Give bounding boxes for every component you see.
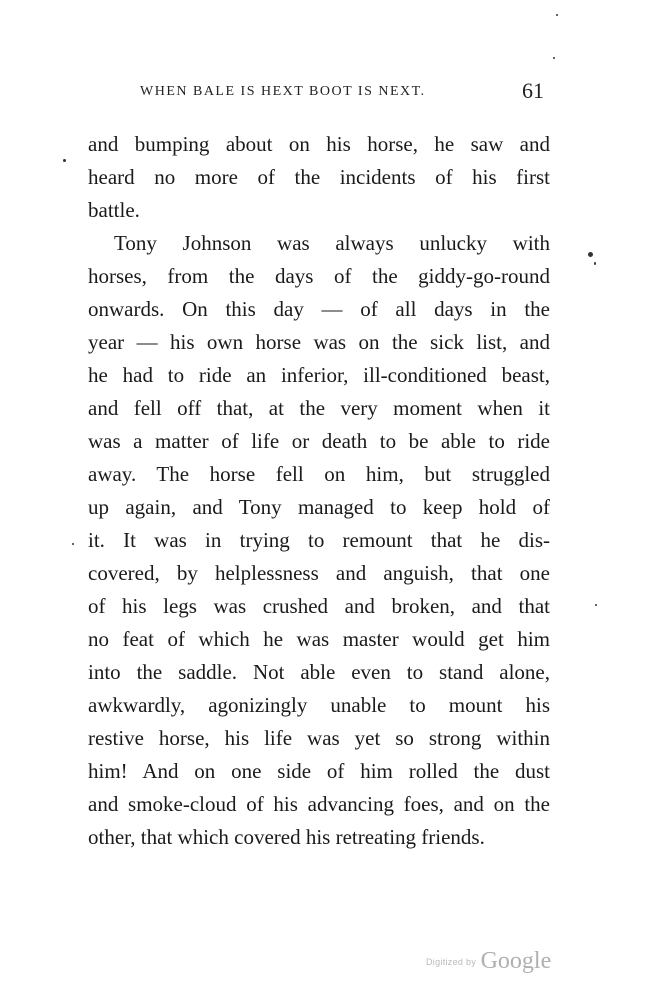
text-line: heard no more of the incidents of his first bbox=[88, 165, 550, 189]
text-line: him! And on one side of him rolled the dust bbox=[88, 759, 550, 783]
scan-speck bbox=[63, 159, 66, 162]
scan-speck bbox=[556, 14, 558, 16]
text-line: horses, from the days of the giddy-go-round bbox=[88, 264, 550, 288]
text-line: restive horse, his life was yet so strong within bbox=[88, 726, 550, 750]
body-text bbox=[88, 128, 550, 854]
scan-speck bbox=[553, 57, 555, 59]
digitized-watermark bbox=[426, 948, 551, 975]
scan-speck bbox=[595, 604, 597, 606]
text-line: and fell off that, at the very moment when it bbox=[88, 396, 550, 420]
text-line: year — his own horse was on the sick list, and bbox=[88, 330, 550, 354]
text-line: and bumping about on his horse, he saw and bbox=[88, 132, 550, 156]
watermark-brand-logo: Google bbox=[480, 948, 552, 974]
running-title: WHEN BALE IS HEXT BOOT IS NEXT. bbox=[140, 84, 426, 99]
text-line: Tony Johnson was always unlucky with bbox=[114, 231, 550, 255]
text-line: of his legs was crushed and broken, and that bbox=[88, 594, 550, 618]
scan-speck bbox=[588, 252, 593, 257]
text-line: and smoke-cloud of his advancing foes, and on the bbox=[88, 792, 550, 816]
text-line: no feat of which he was master would get him bbox=[88, 627, 550, 651]
text-line: other, that which covered his retreating friends. bbox=[88, 825, 485, 849]
text-line: away. The horse fell on him, but struggled bbox=[88, 462, 550, 486]
text-line: up again, and Tony managed to keep hold of bbox=[88, 495, 550, 519]
scan-speck bbox=[72, 543, 74, 545]
text-line: was a matter of life or death to be able to ride bbox=[88, 429, 550, 453]
page-number: 61 bbox=[522, 78, 544, 103]
scan-speck bbox=[594, 262, 596, 265]
text-line: he had to ride an inferior, ill-conditioned beast, bbox=[88, 363, 550, 387]
watermark-prefix: Digitized by bbox=[426, 957, 477, 967]
text-line: battle. bbox=[88, 198, 140, 222]
text-line: onwards. On this day — of all days in the bbox=[88, 297, 550, 321]
text-line: awkwardly, agonizingly unable to mount his bbox=[88, 693, 550, 717]
text-line: it. It was in trying to remount that he dis- bbox=[88, 528, 550, 552]
text-line: covered, by helplessness and anguish, that one bbox=[88, 561, 550, 585]
text-line: into the saddle. Not able even to stand alone, bbox=[88, 660, 550, 684]
